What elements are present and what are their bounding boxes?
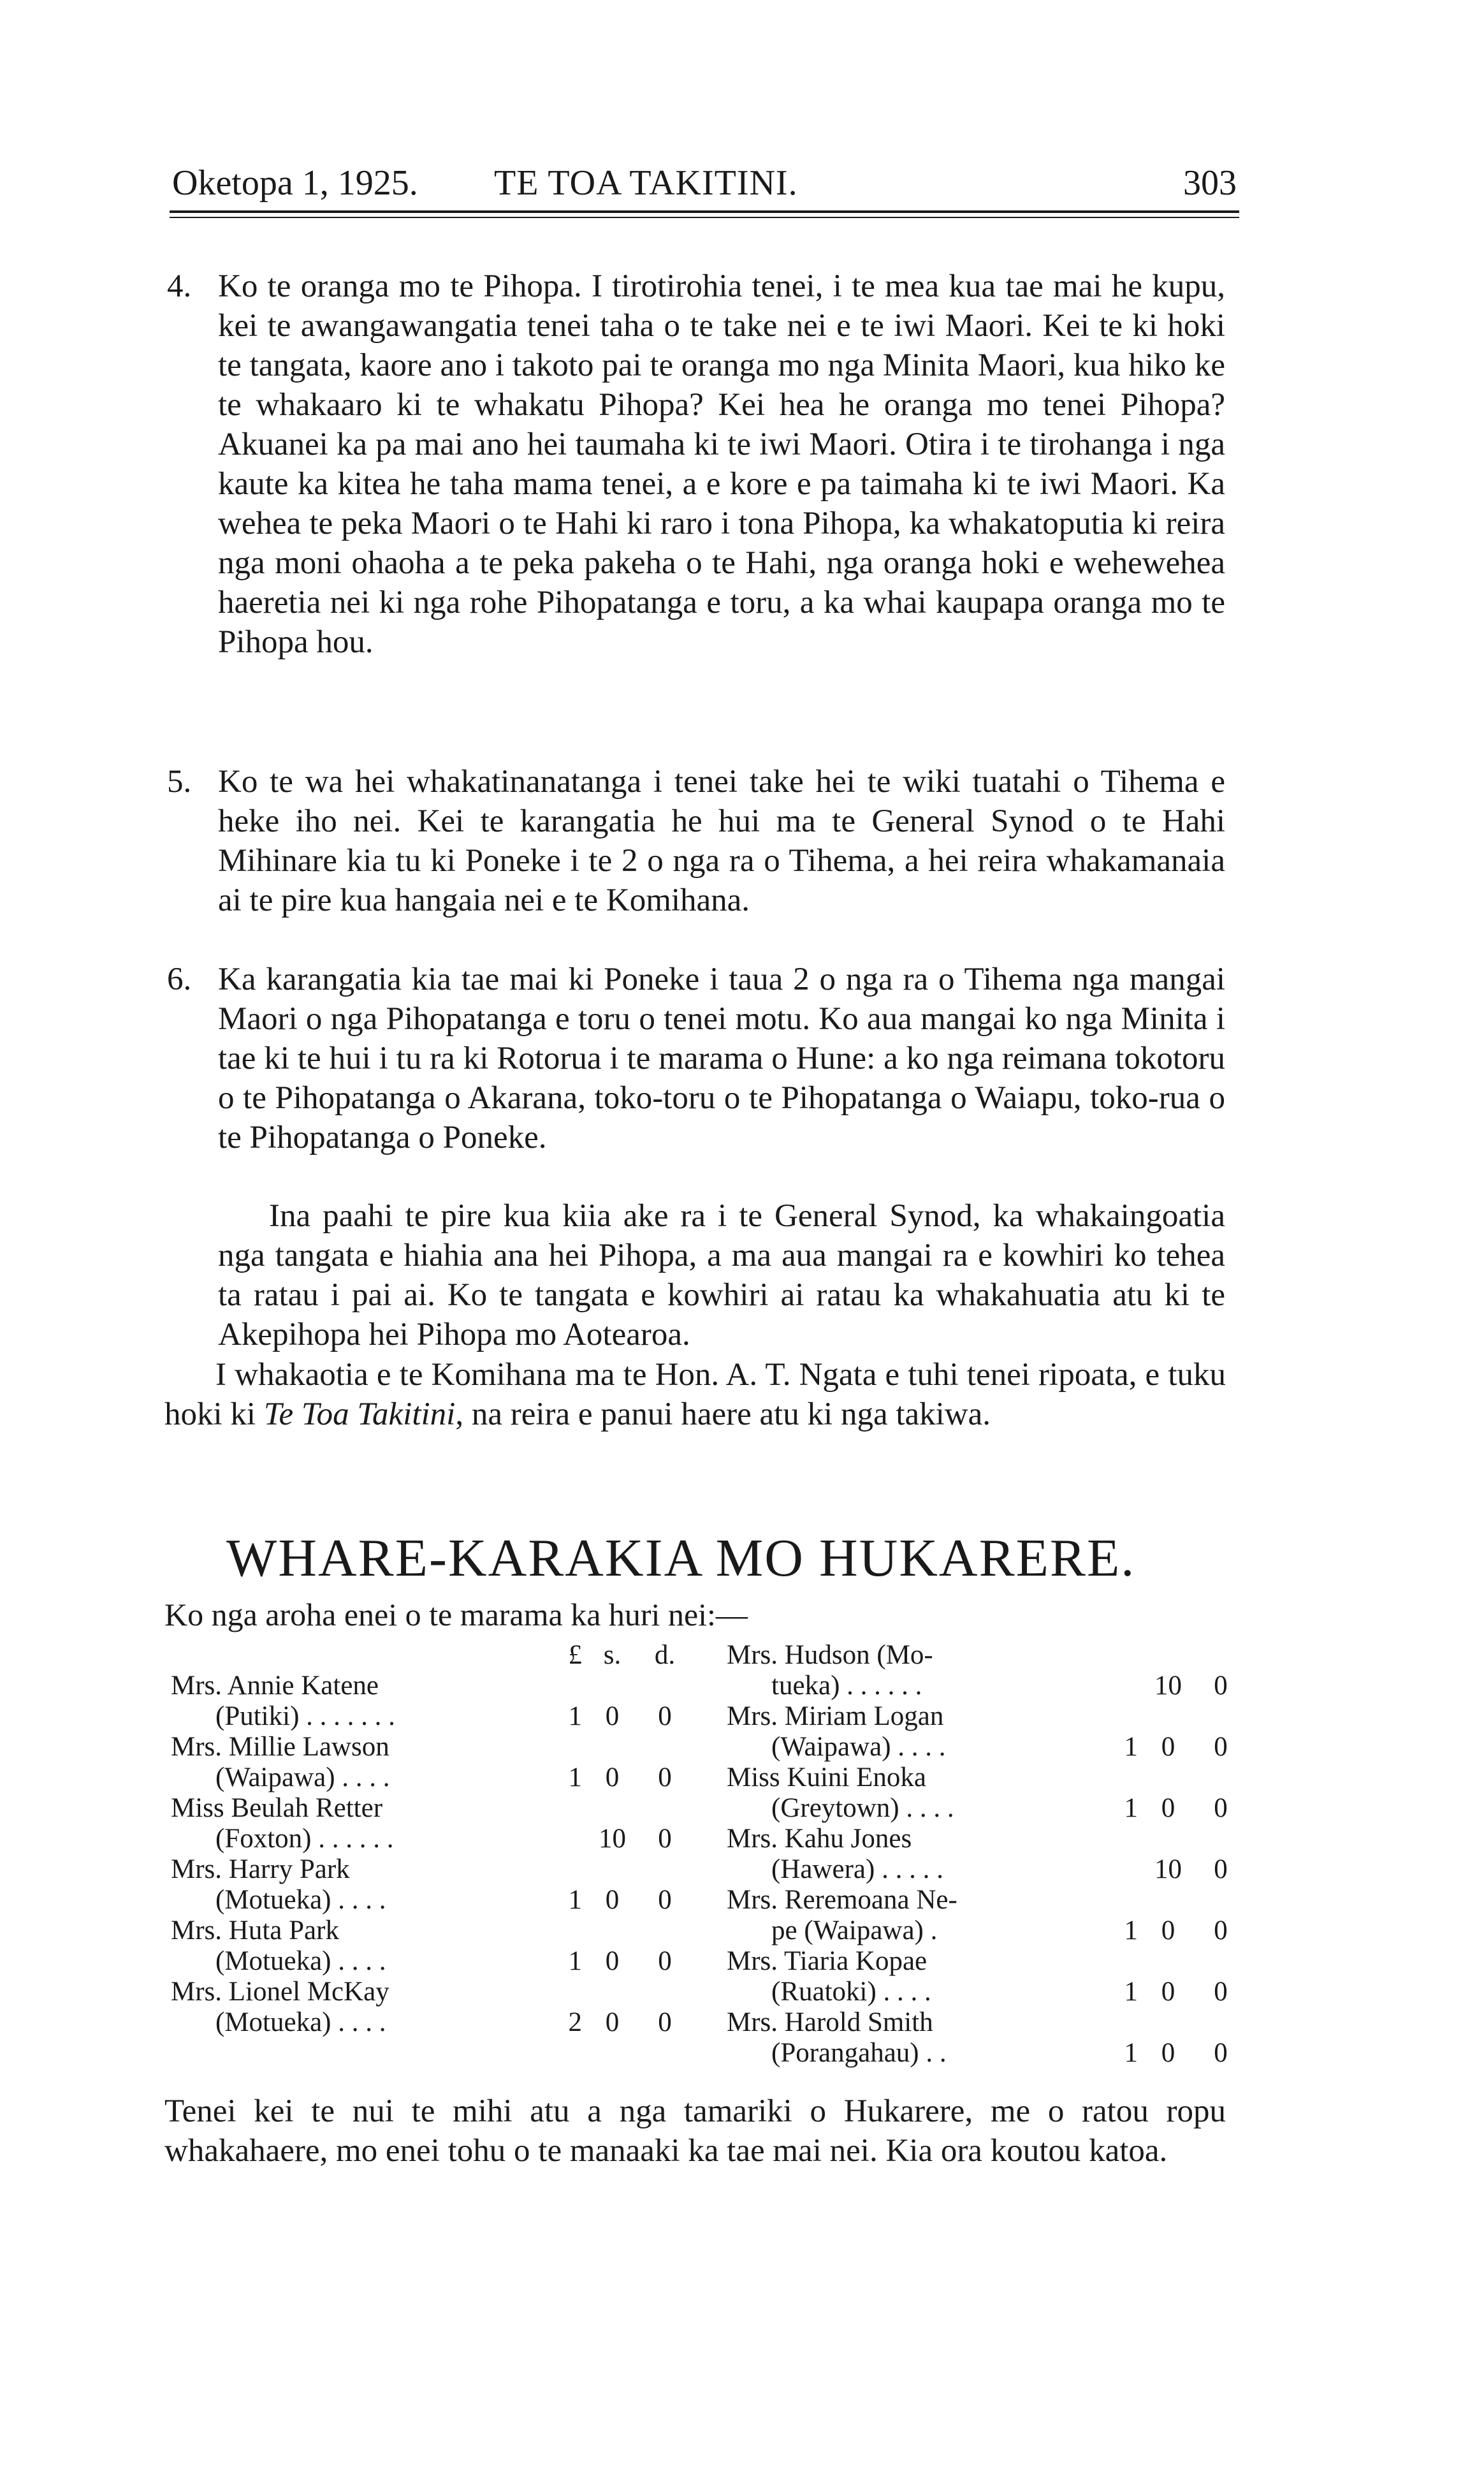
pence-header: d. xyxy=(654,1640,676,1670)
page-header xyxy=(172,163,1237,207)
donor-name-row xyxy=(727,1762,1243,1793)
donor-amount-row xyxy=(727,2038,1243,2069)
amount-pence: 0 xyxy=(1214,2038,1228,2068)
donor-amount-row xyxy=(171,2007,687,2038)
header-rule xyxy=(170,210,1239,213)
donor-place: (Motueka) . . . . xyxy=(215,2007,386,2037)
amount-pounds: 1 xyxy=(568,1946,582,1976)
amount-pence: 0 xyxy=(1214,1854,1228,1884)
amount-shillings: 0 xyxy=(605,2007,620,2037)
donor-name: Miss Kuini Enoka xyxy=(727,1762,926,1792)
closing-text-pre: I whakaotia e te Komihana ma te Hon. A. T. Ngata e tuhi tenei ripoata, e tuku hoki ki xyxy=(164,1357,1226,1432)
closing-text-post: , na reira e panui haere atu ki nga takiwa. xyxy=(455,1396,991,1432)
amount-pounds: 1 xyxy=(1124,1793,1138,1823)
amount-shillings: 10 xyxy=(1154,1854,1182,1884)
currency-header-row xyxy=(171,1640,687,1671)
donor-name-row xyxy=(171,1916,687,1946)
item-number: 4. xyxy=(167,268,192,304)
list-item-6 xyxy=(167,960,1225,1157)
amount-pounds: 1 xyxy=(1124,1732,1138,1762)
amount-pounds xyxy=(1103,1671,1138,1701)
donor-place: (Porangahau) . . xyxy=(771,2038,947,2068)
donor-amount-row xyxy=(171,1885,687,1916)
list-item-5 xyxy=(167,762,1225,920)
donor-name-row xyxy=(727,1701,1243,1732)
amount-pence: 0 xyxy=(658,1701,672,1731)
amount-pence: 0 xyxy=(658,2007,672,2037)
donor-name: Mrs. Harry Park xyxy=(171,1854,350,1884)
donor-amount-row xyxy=(171,1824,687,1854)
donor-amount-row xyxy=(727,1732,1243,1762)
amount-pence: 0 xyxy=(1214,1671,1228,1701)
donations-left xyxy=(171,1640,687,2038)
donor-place: (Hawera) . . . . . xyxy=(771,1854,943,1884)
donor-name: Mrs. Lionel McKay xyxy=(171,1977,389,2007)
amount-shillings: 0 xyxy=(1161,2038,1175,2068)
amount-pence: 0 xyxy=(658,1885,672,1915)
amount-pence: 0 xyxy=(658,1762,672,1792)
pounds-header: £ xyxy=(568,1640,582,1670)
amount-pence: 0 xyxy=(1214,1977,1228,2007)
donor-place: pe (Waipawa) . xyxy=(771,1916,938,1945)
donor-name: Mrs. Harold Smith xyxy=(727,2007,933,2037)
report-closing-paragraph xyxy=(164,1355,1226,1434)
donor-name: Mrs. Hudson (Mo- xyxy=(727,1640,933,1670)
donor-name: Mrs. Huta Park xyxy=(171,1916,339,1945)
donor-place: (Putiki) . . . . . . . xyxy=(215,1701,395,1731)
amount-pounds: 1 xyxy=(568,1762,582,1792)
amount-shillings: 0 xyxy=(1161,1977,1175,2007)
donor-name: Mrs. Tiaria Kopae xyxy=(727,1946,927,1976)
donor-place: tueka) . . . . . . xyxy=(771,1671,922,1701)
amount-pounds: 1 xyxy=(1124,2038,1138,2068)
donor-place: (Waipawa) . . . . xyxy=(771,1732,946,1762)
item-number: 5. xyxy=(167,764,192,800)
donor-name-row xyxy=(727,1885,1243,1916)
donor-name: Mrs. Millie Lawson xyxy=(171,1732,389,1762)
amount-pence: 0 xyxy=(1214,1793,1228,1823)
donor-name: Mrs. Reremoana Ne- xyxy=(727,1885,957,1915)
donor-name: Mrs. Annie Katene xyxy=(171,1671,379,1701)
donor-name-row xyxy=(171,1671,687,1701)
donor-amount-row xyxy=(727,1854,1243,1885)
amount-shillings: 0 xyxy=(1161,1916,1175,1945)
donor-name-row xyxy=(171,1732,687,1762)
donor-amount-row xyxy=(171,1701,687,1732)
item-6-continuation: Ina paahi te pire kua kiia ake ra i te General Synod, ka whakaingoatia nga tangata e hiahia ana hei Pihopa, a ma aua mangai ra e kowhiri ko tehea ta ratau i pai ai. Ko te tangata e kowhiri ai ratau ka whakahuatia atu ki te Akepihopa hei Pihopa mo Aotearoa. xyxy=(218,1198,1225,1352)
amount-shillings: 0 xyxy=(605,1701,620,1731)
donor-place: (Waipawa) . . . . xyxy=(215,1762,390,1792)
donor-place: (Greytown) . . . . xyxy=(771,1793,954,1823)
amount-shillings: 10 xyxy=(1154,1671,1182,1701)
donor-name: Mrs. Kahu Jones xyxy=(727,1824,912,1854)
amount-shillings: 0 xyxy=(605,1885,620,1915)
item-text: Ko te wa hei whakatinanatanga i tenei take hei te wiki tuatahi o Tihema e heke iho nei. Kei te karangatia he hui ma te General Synod o te Hahi Mihinare kia tu ki Poneke i te 2 o nga ra o Tihema, a hei reira whakamanaia ai te pire kua hangaia nei e te Komihana. xyxy=(218,764,1225,918)
amount-shillings: 0 xyxy=(605,1946,620,1976)
donor-place: (Ruatoki) . . . . xyxy=(771,1977,931,2007)
amount-shillings: 10 xyxy=(599,1824,626,1854)
amount-pence: 0 xyxy=(658,1946,672,1976)
header-rule-thin xyxy=(170,217,1239,218)
amount-shillings: 0 xyxy=(1161,1793,1175,1823)
donations-right xyxy=(727,1640,1243,2069)
publication-name: Te Toa Takitini xyxy=(263,1396,456,1432)
donor-amount-row xyxy=(727,1671,1243,1701)
amount-pence: 0 xyxy=(1214,1916,1228,1945)
donor-amount-row xyxy=(727,1916,1243,1946)
amount-pence: 0 xyxy=(658,1824,672,1854)
amount-pounds: 2 xyxy=(568,2007,582,2037)
donor-amount-row xyxy=(171,1946,687,1977)
donor-amount-row xyxy=(727,1793,1243,1824)
amount-pounds: 1 xyxy=(568,1701,582,1731)
amount-pounds: 1 xyxy=(568,1885,582,1915)
donor-amount-row xyxy=(727,1977,1243,2007)
amount-pence: 0 xyxy=(1214,1732,1228,1762)
donor-name: Miss Beulah Retter xyxy=(171,1793,383,1823)
section-intro: Ko nga aroha enei o te marama ka huri nei:— xyxy=(164,1597,748,1632)
amount-pounds: 1 xyxy=(1124,1977,1138,2007)
donor-name-row xyxy=(727,1824,1243,1854)
item-text: Ka karangatia kia tae mai ki Poneke i taua 2 o nga ra o Tihema nga mangai Maori o nga Pihopatanga e toru o tenei motu. Ko aua mangai ko nga Minita i tae ki te hui i tu ra ki Rotorua i te marama o Hune: a ko nga reimana tokotoru o te Pihopatanga o Akarana, toko-toru o te Pihopatanga o Waiapu, toko-rua o te Pihopatanga o Poneke. xyxy=(218,962,1225,1155)
amount-shillings: 0 xyxy=(1161,1732,1175,1762)
amount-shillings: 0 xyxy=(605,1762,620,1792)
item-text: Ko te oranga mo te Pihopa. I tirotirohia tenei, i te mea kua tae mai he kupu, kei te awangawangatia tenei taha o te take nei e te iwi Maori. Kei te ki hoki te tangata, kaore ano i takoto pai te oranga mo nga Minita Maori, kua hiko ke te whakaaro ki te whakatu Pihopa? Kei hea he oranga mo tenei Pihopa? Akuanei ka pa mai ano hei taumaha ki te iwi Maori. Otira i te tirohanga i nga kaute ka kitea he taha mama tenei, a e kore e pa taimaha ki te iwi Maori. Ka wehea te peka Maori o te Hahi ki raro i tona Pihopa, ka whakatoputia ki reira nga moni ohaoha a te peka pakeha o te Hahi, nga oranga hoki e wehewehea haeretia nei ki nga rohe Pihopatanga e toru, a ka whai kaupapa oranga mo te Pihopa hou. xyxy=(218,268,1225,660)
donor-place: (Foxton) . . . . . . xyxy=(215,1824,394,1854)
donor-name-row xyxy=(171,1977,687,2007)
donor-amount-row xyxy=(171,1762,687,1793)
donor-name-row xyxy=(171,1854,687,1885)
donor-place: (Motueka) . . . . xyxy=(215,1885,386,1915)
donor-name-row xyxy=(171,1793,687,1824)
shillings-header: s. xyxy=(603,1640,622,1670)
donor-name-row xyxy=(727,1946,1243,1977)
donor-place: (Motueka) . . . . xyxy=(215,1946,386,1976)
amount-pounds xyxy=(1103,1854,1138,1885)
section-heading: WHARE-KARAKIA MO HUKARERE. xyxy=(226,1528,1136,1588)
amount-pounds: 1 xyxy=(1124,1916,1138,1945)
item-number: 6. xyxy=(167,962,192,997)
donor-name: Mrs. Miriam Logan xyxy=(727,1701,944,1731)
donor-name-row xyxy=(727,1640,1243,1671)
amount-pounds xyxy=(547,1824,582,1854)
donor-name-row xyxy=(727,2007,1243,2038)
page-number: 303 xyxy=(1183,163,1237,203)
publication-title: TE TOA TAKITINI. xyxy=(494,163,798,203)
list-item-4 xyxy=(167,267,1225,662)
issue-date: Oketopa 1, 1925. xyxy=(172,163,418,203)
section-closing: Tenei kei te nui te mihi atu a nga tamariki o Hukarere, me o ratou ropu whakahaere, mo enei tohu o te manaaki ka tae mai nei. Kia ora koutou katoa. xyxy=(164,2093,1226,2169)
